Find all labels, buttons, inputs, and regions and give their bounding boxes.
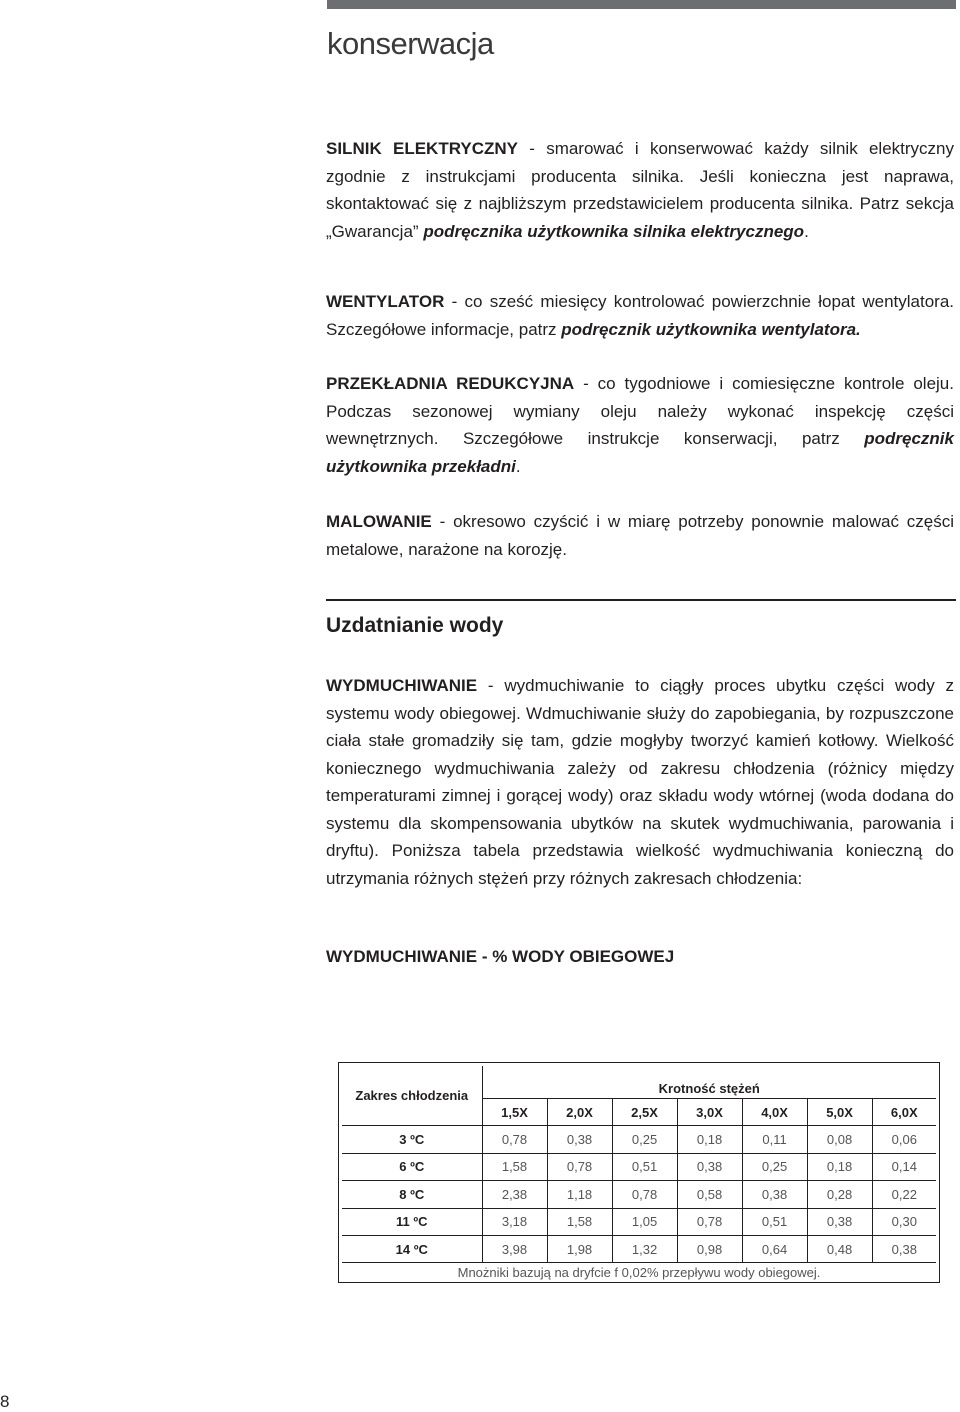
paragraph-malowanie <box>326 508 954 563</box>
paragraph-head: PRZEKŁADNIA REDUKCYJNA <box>326 374 575 393</box>
paragraph-wentylator <box>326 288 954 343</box>
table-cell: 0,22 <box>872 1181 936 1208</box>
table-cell: 0,38 <box>677 1153 742 1180</box>
table-cell: 0,51 <box>742 1208 807 1235</box>
table-row <box>342 1153 936 1180</box>
table-cell: 0,58 <box>677 1181 742 1208</box>
page-number: 8 <box>0 1392 10 1411</box>
column-header: 1,5X <box>482 1099 547 1126</box>
table-cell: 0,25 <box>742 1153 807 1180</box>
table-cell: 0,08 <box>807 1126 872 1153</box>
column-header: 4,0X <box>742 1099 807 1126</box>
table-cell: 0,64 <box>742 1235 807 1262</box>
table-cell: 0,06 <box>872 1126 936 1153</box>
row-label: 14 ºC <box>342 1235 482 1262</box>
paragraph-head: MALOWANIE <box>326 512 432 531</box>
table-cell: 0,78 <box>612 1181 677 1208</box>
paragraph-head: WYDMUCHIWANIE <box>326 676 478 695</box>
paragraph-przekladnia <box>326 370 954 480</box>
column-header: 2,0X <box>547 1099 612 1126</box>
paragraph-wydmuchiwanie <box>326 672 954 892</box>
table-cell: 0,48 <box>807 1235 872 1262</box>
table-cell: 0,78 <box>482 1126 547 1153</box>
table-cell: 0,11 <box>742 1126 807 1153</box>
table-row <box>342 1181 936 1208</box>
top-bar <box>327 0 956 9</box>
table-cell: 1,98 <box>547 1235 612 1262</box>
table-cell: 0,51 <box>612 1153 677 1180</box>
paragraph-tail: . <box>515 456 521 476</box>
paragraph-head: SILNIK ELEKTRYCZNY <box>326 139 518 158</box>
manual-reference: podręcznik użytkownika przekładni <box>326 429 954 476</box>
paragraph-text: - okresowo czyścić i w miarę potrzeby ponownie malować części metalowe, narażone na korozję. <box>326 512 954 559</box>
table-note: Mnożniki bazują na dryfcie f 0,02% przepływu wody obiegowej. <box>457 1265 821 1280</box>
table-cell: 1,58 <box>547 1208 612 1235</box>
table-cell: 1,05 <box>612 1208 677 1235</box>
table-cell: 0,30 <box>872 1208 936 1235</box>
paragraph-head: WENTYLATOR <box>326 292 445 311</box>
table-cell: 0,78 <box>677 1208 742 1235</box>
water-section-title: Uzdatnianie wody <box>326 614 504 637</box>
table-row <box>342 1126 936 1153</box>
table-cell: 0,25 <box>612 1126 677 1153</box>
paragraph-text: - co tygodniowe i comiesięczne kontrole oleju. Podczas sezonowej wymiany oleju należy wykonać inspekcję części wewnętrznych. Szczegółowe instrukcje konserwacji, patrz <box>326 374 954 448</box>
table-cell: 0,38 <box>742 1181 807 1208</box>
paragraph-tail: . <box>804 221 809 241</box>
column-header: 6,0X <box>872 1099 936 1126</box>
row-label: 8 ºC <box>342 1181 482 1208</box>
table-cell: 0,28 <box>807 1181 872 1208</box>
paragraph-text: - smarować i konserwować każdy silnik elektryczny zgodnie z instrukcjami producenta silnika. Jeśli konieczna jest naprawa, skontaktować się z najbliższym przedstawicielem producenta silnika. Patrz sekcja „Gwarancja” <box>326 139 954 241</box>
section-title: konserwacja <box>327 26 494 61</box>
table-cell: 1,18 <box>547 1181 612 1208</box>
table-cell: 0,14 <box>872 1153 936 1180</box>
table-cell: 0,38 <box>807 1208 872 1235</box>
table-cell: 0,78 <box>547 1153 612 1180</box>
group-header: Krotność stężeń <box>482 1066 936 1099</box>
table-cell: 0,38 <box>872 1235 936 1262</box>
manual-reference: podręcznik użytkownika wentylatora. <box>561 319 861 339</box>
table-row <box>342 1235 936 1262</box>
table-cell: 1,32 <box>612 1235 677 1262</box>
table-cell: 0,38 <box>547 1126 612 1153</box>
paragraph-text: - wydmuchiwanie to ciągły proces ubytku części wody z systemu wody obiegowej. Wdmuchiwanie służy do zapobiegania, by rozpuszczone ciała stałe gromadziły się tam, gdzie mogłyby tworzyć kamień kotłowy. Wielkość koniecznego wydmuchiwania zależy od zakresu chłodzenia (różnicy między temperaturami zimnej i gorącej wody) oraz składu wody wtórnej (woda dodana do systemu dla skompensowania ubytków na skutek wydmuchiwania, parowania i dryftu). Poniższa tabela przedstawia wielkość wydmuchiwania konieczną do utrzymania różnych stężeń przy różnych zakresach chłodzenia: <box>326 676 954 888</box>
row-label: 6 ºC <box>342 1153 482 1180</box>
table-row <box>342 1208 936 1235</box>
table-cell: 1,58 <box>482 1153 547 1180</box>
section-divider <box>326 599 956 601</box>
table-cell: 0,18 <box>807 1153 872 1180</box>
row-label: 11 ºC <box>342 1208 482 1235</box>
table-cell: 2,38 <box>482 1181 547 1208</box>
table-heading: WYDMUCHIWANIE - % WODY OBIEGOWEJ <box>326 947 675 966</box>
blowdown-table <box>342 1066 936 1263</box>
table-cell: 0,18 <box>677 1126 742 1153</box>
paragraph-silnik <box>326 135 954 245</box>
table-cell: 0,98 <box>677 1235 742 1262</box>
column-header: 2,5X <box>612 1099 677 1126</box>
row-header: Zakres chłodzenia <box>342 1066 482 1126</box>
column-header: 3,0X <box>677 1099 742 1126</box>
paragraph-text: - co sześć miesięcy kontrolować powierzchnie łopat wentylatora. Szczegółowe informacje, patrz <box>326 292 954 339</box>
blowdown-table-frame <box>338 1062 940 1283</box>
table-cell: 3,18 <box>482 1208 547 1235</box>
column-header: 5,0X <box>807 1099 872 1126</box>
row-label: 3 ºC <box>342 1126 482 1153</box>
table-cell: 3,98 <box>482 1235 547 1262</box>
manual-reference: podręcznika użytkownika silnika elektrycznego <box>423 221 805 241</box>
